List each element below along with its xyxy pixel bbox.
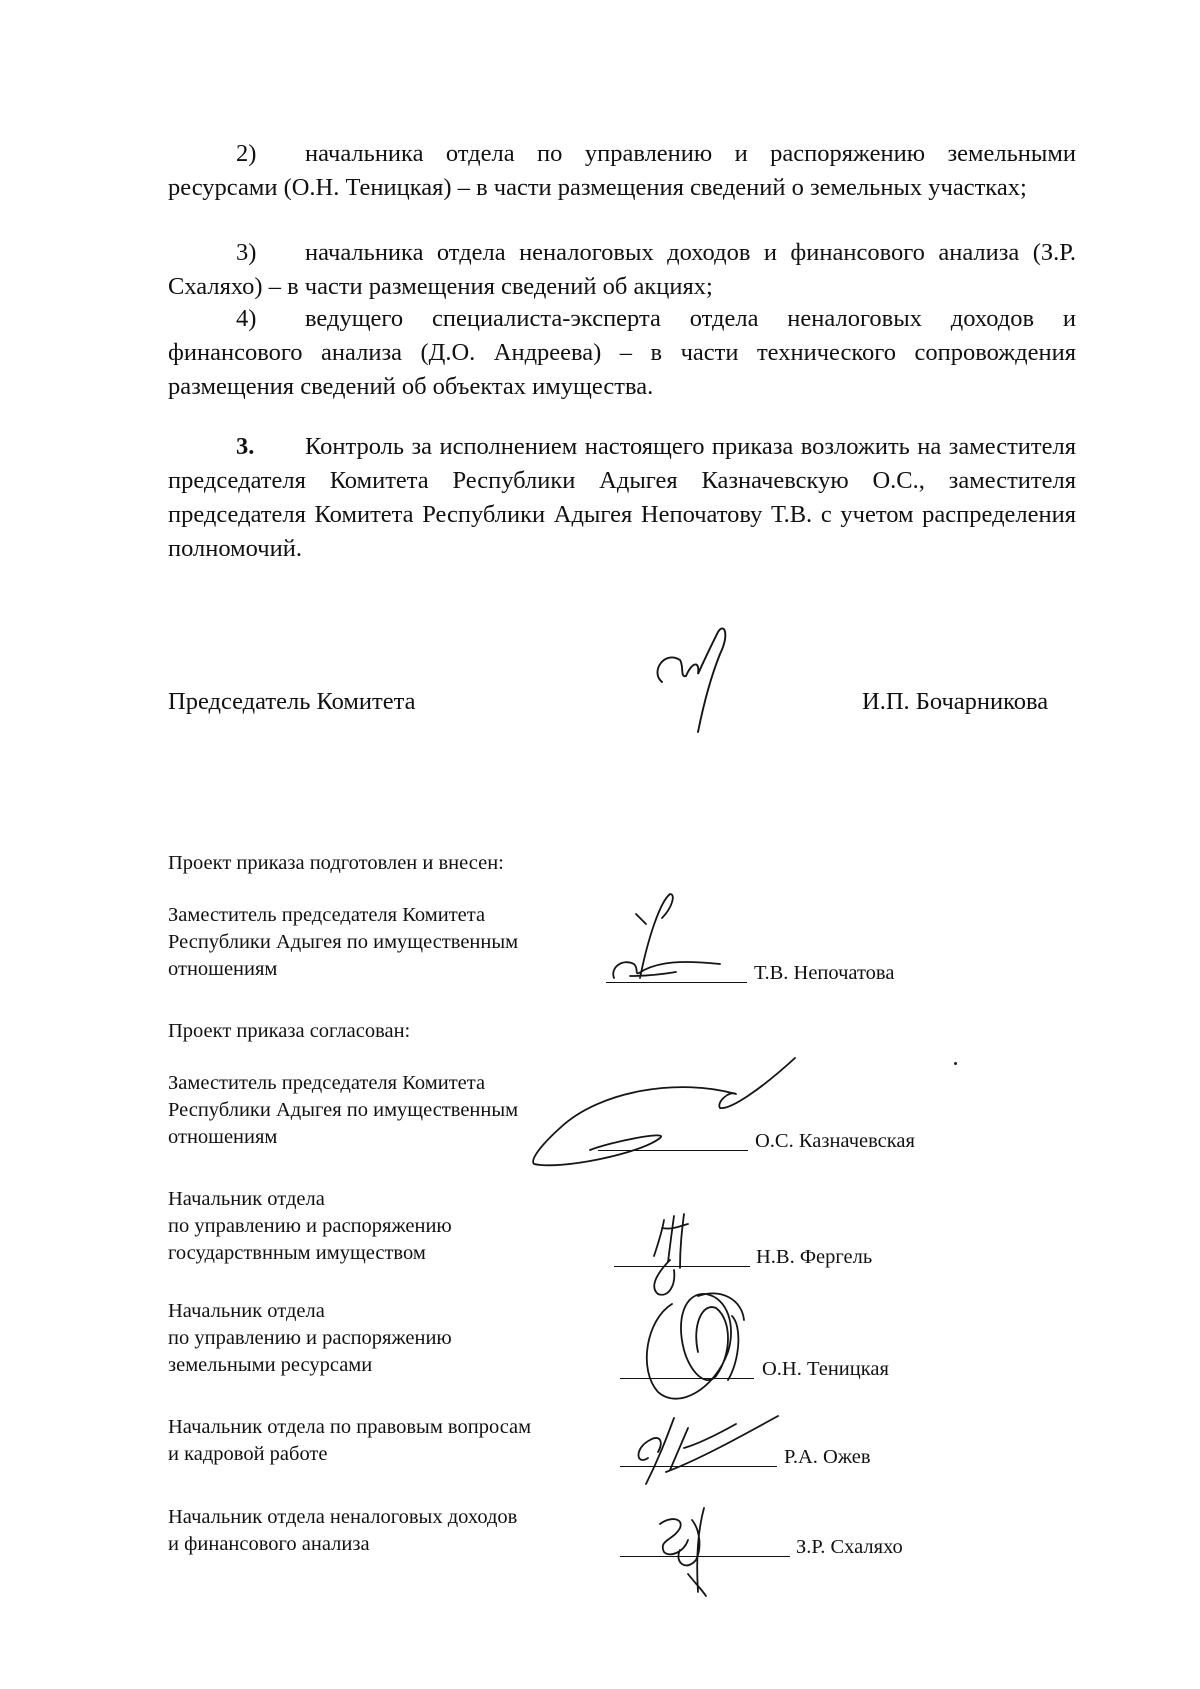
agreed-heading: Проект приказа согласован:	[168, 1020, 411, 1042]
signer-6-name: З.Р. Схаляхо	[796, 1536, 903, 1558]
signer-2-position: Заместитель председателя Комитета Республики Адыгея по имущественным отношениям	[168, 1072, 519, 1148]
prepared-heading: Проект приказа подготовлен и внесен:	[168, 852, 504, 874]
clause-3	[168, 430, 1076, 566]
signer-6-signature	[640, 1500, 730, 1600]
list-item-4-text: ведущего специалиста-эксперта отдела неналоговых доходов и финансового анализа (Д.О. Андреева) – в части технического сопровождения размещения сведений об объектах имущества.	[168, 305, 1076, 400]
signer-5-name: Р.А. Ожев	[784, 1446, 871, 1468]
signer-5-signature	[618, 1408, 788, 1488]
list-item-2-text: начальника отдела по управлению и распоряжению земельными ресурсами (О.Н. Теницкая) – в части размещения сведений о земельных участках;	[168, 140, 1076, 201]
list-item-2-number: 2)	[236, 140, 257, 167]
chairman-signature	[640, 620, 760, 740]
signer-1-name: Т.В. Непочатова	[754, 962, 895, 984]
signer-3-position: Начальник отдела по управлению и распоряжению государствнным имуществом	[168, 1188, 452, 1264]
signer-4-name: О.Н. Теницкая	[762, 1358, 889, 1380]
list-item-3-text: начальника отдела неналоговых доходов и финансового анализа (З.Р. Схаляхо) – в части размещения сведений об акциях;	[168, 239, 1076, 300]
signer-6-position: Начальник отдела неналоговых доходов и финансового анализа	[168, 1506, 518, 1555]
signer-2-signature	[520, 1050, 800, 1180]
list-item-4-number: 4)	[236, 305, 257, 332]
signer-4-signature	[632, 1280, 762, 1420]
list-item-2	[168, 137, 1076, 205]
signer-4-position: Начальник отдела по управлению и распоряжению земельными ресурсами	[168, 1300, 452, 1376]
chairman-name: И.П. Бочарникова	[862, 688, 1049, 715]
signer-1-position: Заместитель председателя Комитета Республики Адыгея по имущественным отношениям	[168, 904, 519, 980]
chairman-title: Председатель Комитета	[168, 688, 416, 715]
signer-2-name: О.С. Казначевская	[755, 1130, 915, 1152]
clause-3-text: Контроль за исполнением настоящего приказа возложить на заместителя председателя Комитета Республики Адыгея Казначевскую О.С., заместителя председателя Комитета Республики Адыгея Непочатову Т.В. с учетом распределения полномочий.	[168, 433, 1076, 562]
signer-3-name: Н.В. Фергель	[756, 1246, 873, 1268]
list-item-3-number: 3)	[236, 239, 257, 266]
list-item-3	[168, 236, 1076, 304]
clause-3-number: 3.	[236, 433, 255, 460]
signer-5-position: Начальник отдела по правовым вопросам и кадровой работе	[168, 1416, 532, 1465]
list-item-4	[168, 302, 1076, 404]
signer-1-signature	[600, 888, 730, 988]
